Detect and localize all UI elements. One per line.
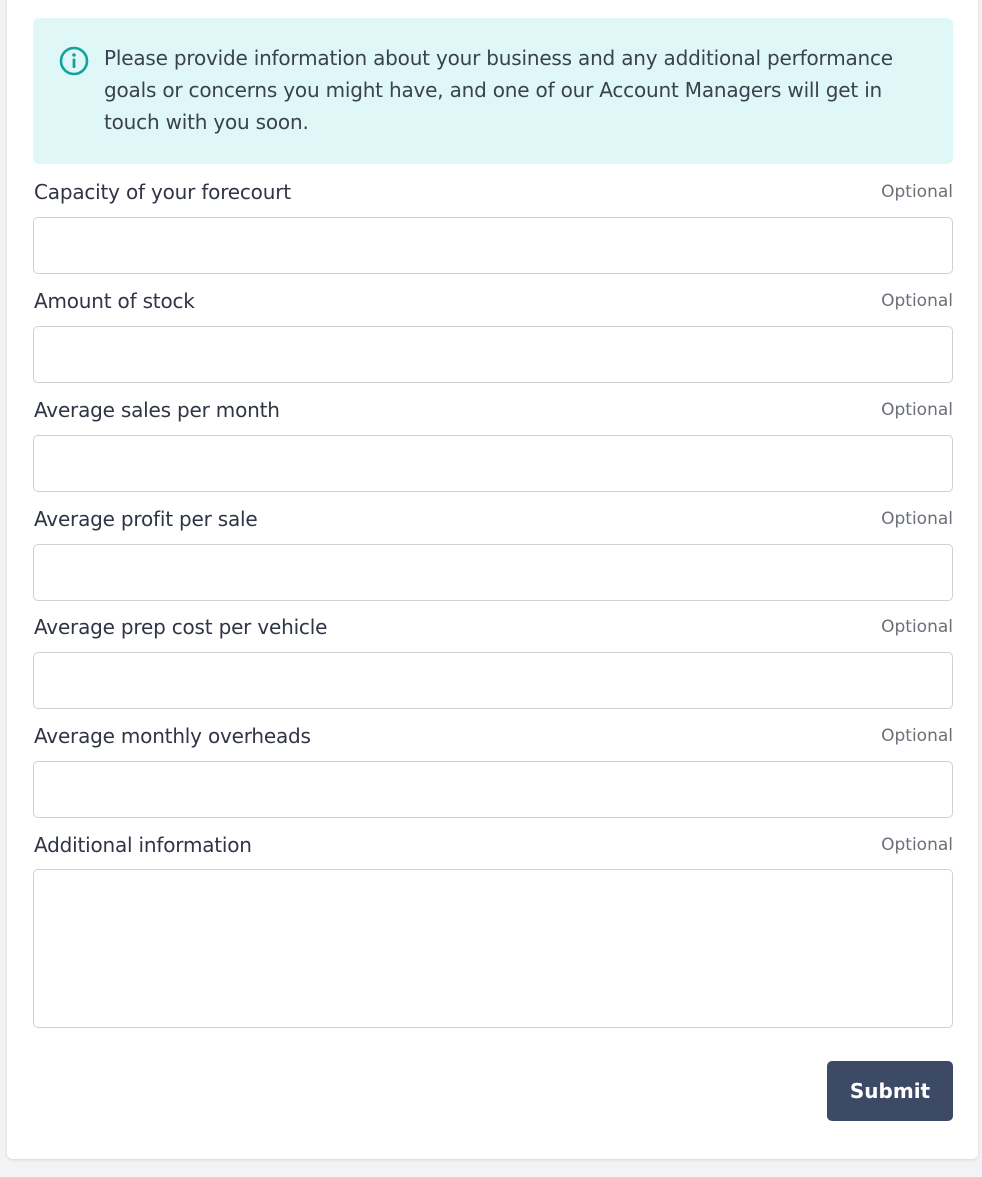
forecourt-capacity-input[interactable]	[33, 217, 953, 274]
field-label: Average profit per sale	[34, 507, 258, 531]
monthly-overheads-input[interactable]	[33, 761, 953, 818]
submit-button[interactable]: Submit	[827, 1061, 953, 1121]
optional-tag: Optional	[881, 835, 953, 855]
average-profit-input[interactable]	[33, 544, 953, 601]
field-additional-information	[33, 832, 953, 858]
optional-tag: Optional	[881, 509, 953, 529]
optional-tag: Optional	[881, 400, 953, 420]
field-label: Average sales per month	[34, 398, 280, 422]
optional-tag: Optional	[881, 617, 953, 637]
field-monthly-overheads	[33, 723, 953, 749]
field-forecourt-capacity	[33, 179, 953, 205]
field-average-sales	[33, 397, 953, 423]
field-label: Additional information	[34, 833, 252, 857]
field-average-profit	[33, 506, 953, 532]
field-label: Average prep cost per vehicle	[34, 615, 328, 639]
field-label: Average monthly overheads	[34, 724, 311, 748]
optional-tag: Optional	[881, 726, 953, 746]
info-circle-icon	[59, 46, 89, 76]
optional-tag: Optional	[881, 291, 953, 311]
average-sales-input[interactable]	[33, 435, 953, 492]
field-amount-of-stock	[33, 288, 953, 314]
field-label: Amount of stock	[34, 289, 195, 313]
optional-tag: Optional	[881, 182, 953, 202]
field-average-prep-cost	[33, 614, 953, 640]
info-message: Please provide information about your business and any additional performance goals or concerns you might have, and one of our Account Managers will get in touch with you soon.	[104, 46, 893, 134]
average-prep-cost-input[interactable]	[33, 652, 953, 709]
field-label: Capacity of your forecourt	[34, 180, 291, 204]
info-banner	[33, 18, 953, 164]
amount-of-stock-input[interactable]	[33, 326, 953, 383]
additional-information-textarea[interactable]	[33, 869, 953, 1028]
